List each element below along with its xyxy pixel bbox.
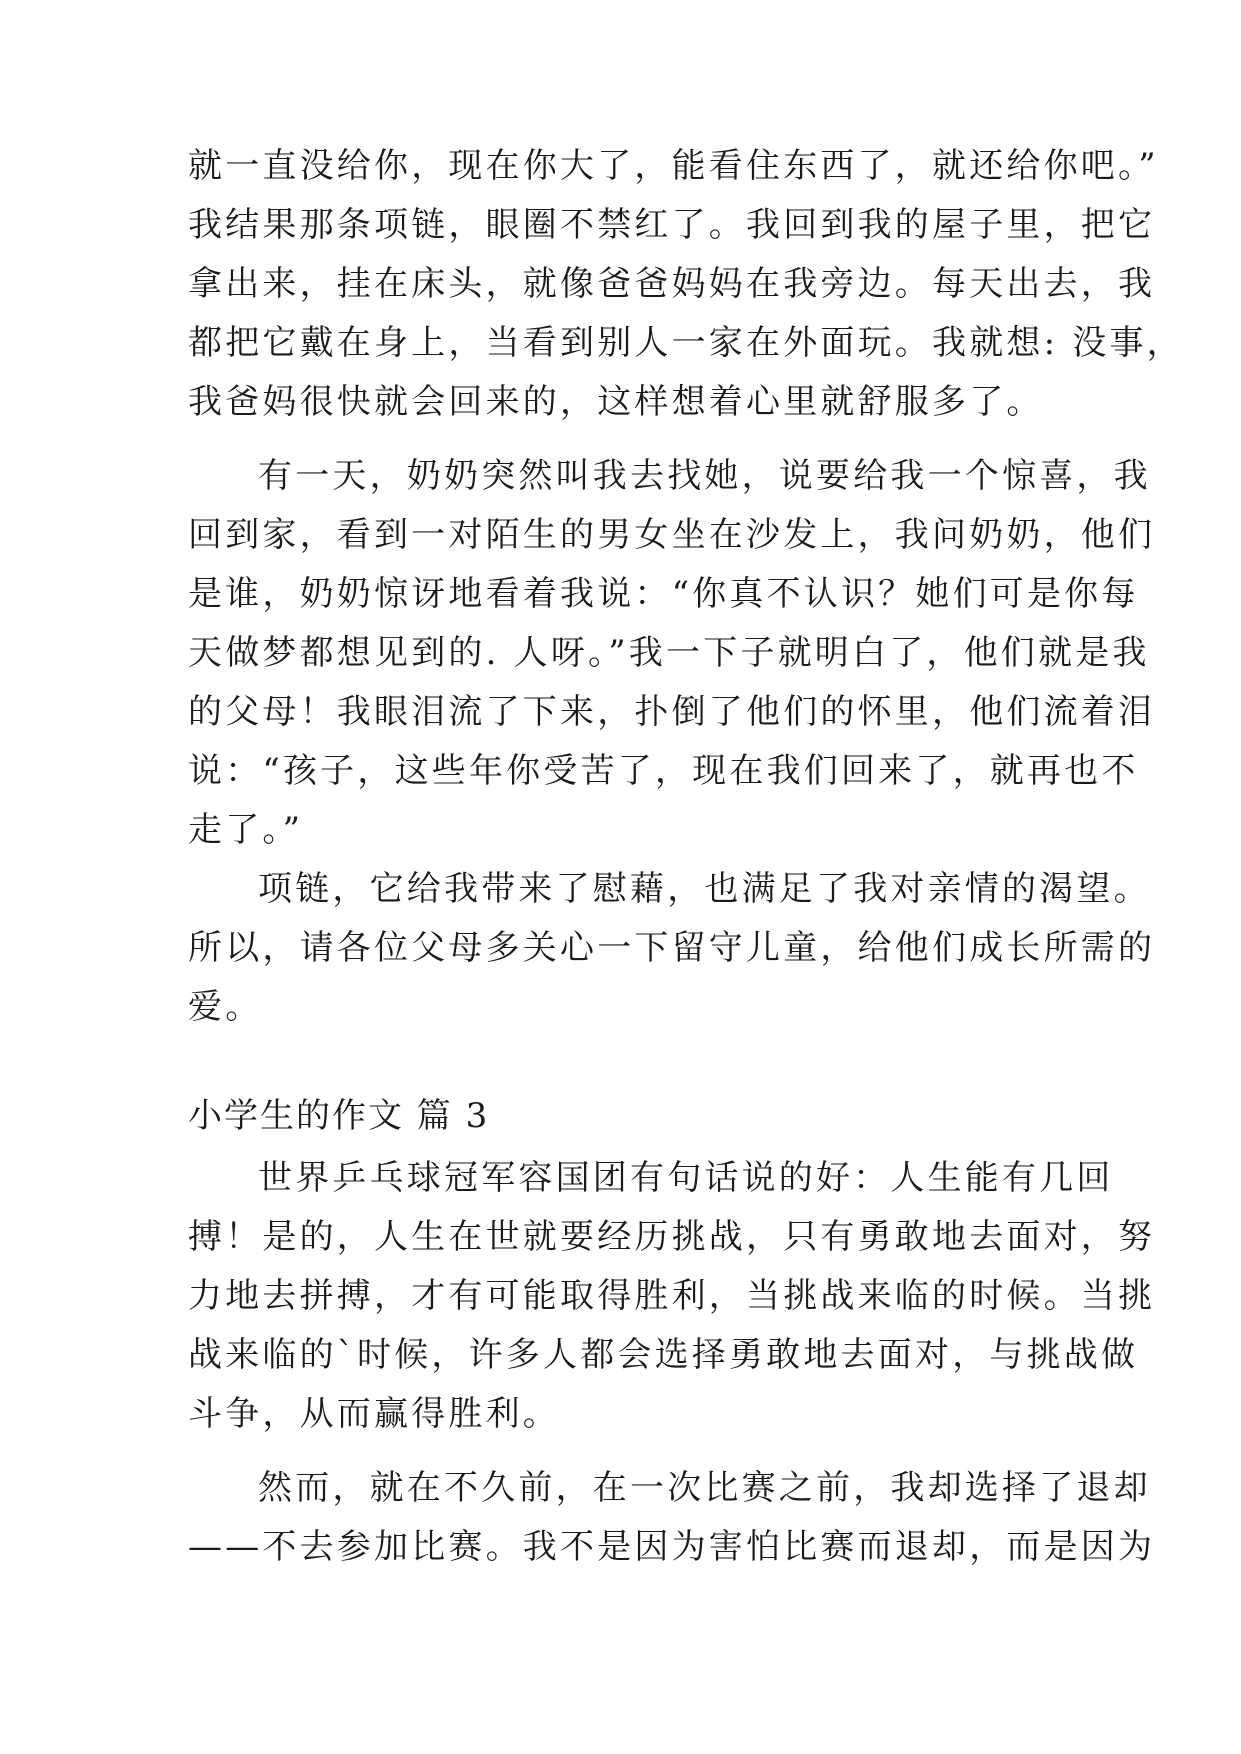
text-line: 爱。 <box>188 987 263 1027</box>
paragraph-start: 项链，它给我带来了慰藉，也满足了我对亲情的渴望。 <box>258 869 1151 909</box>
paragraph-start: 然而，就在不久前，在一次比赛之前，我却选择了退却 <box>258 1468 1151 1508</box>
text-line: 都把它戴在身上，当看到别人一家在外面玩。我就想: 没事， <box>188 323 1184 363</box>
text-line: 回到家，看到一对陌生的男女坐在沙发上，我问奶奶，他们 <box>188 515 1156 555</box>
text-line: 我结果那条项链，眼圈不禁红了。我回到我的屋子里，把它 <box>188 205 1156 245</box>
text-line: ——不去参加比赛。我不是因为害怕比赛而退却，而是因为 <box>188 1527 1156 1567</box>
text-line: 就一直没给你，现在你大了，能看住东西了，就还给你吧。” <box>188 146 1159 186</box>
text-line: 所以，请各位父母多关心一下留守儿童，给他们成长所需的 <box>188 928 1156 968</box>
section-heading: 小学生的作文 篇 3 <box>188 1096 490 1136</box>
text-line: 天做梦都想见到的. 人呀。”我一下子就明白了，他们就是我 <box>188 633 1150 673</box>
paragraph-start: 有一天，奶奶突然叫我去找她，说要给我一个惊喜，我 <box>258 456 1151 496</box>
text-line: 战来临的`时候，许多人都会选择勇敢地去面对，与挑战做 <box>188 1335 1139 1375</box>
text-line: 是谁，奶奶惊讶地看着我说：“你真不认识？她们可是你每 <box>188 574 1139 614</box>
text-line: 搏！是的，人生在世就要经历挑战，只有勇敢地去面对，努 <box>188 1217 1156 1257</box>
text-line: 说：“孩子，这些年你受苦了，现在我们回来了，就再也不 <box>188 751 1139 791</box>
text-line: 拿出来，挂在床头，就像爸爸妈妈在我旁边。每天出去，我 <box>188 264 1156 304</box>
text-line: 走了。” <box>188 810 304 850</box>
text-line: 斗争，从而赢得胜利。 <box>188 1394 560 1434</box>
paragraph-start: 世界乒乓球冠军容国团有句话说的好：人生能有几回 <box>258 1158 1114 1198</box>
text-line: 我爸妈很快就会回来的，这样想着心里就舒服多了。 <box>188 382 1044 422</box>
text-line: 力地去拼搏，才有可能取得胜利，当挑战来临的时候。当挑 <box>188 1276 1156 1316</box>
text-line: 的父母！我眼泪流了下来，扑倒了他们的怀里，他们流着泪 <box>188 692 1156 732</box>
